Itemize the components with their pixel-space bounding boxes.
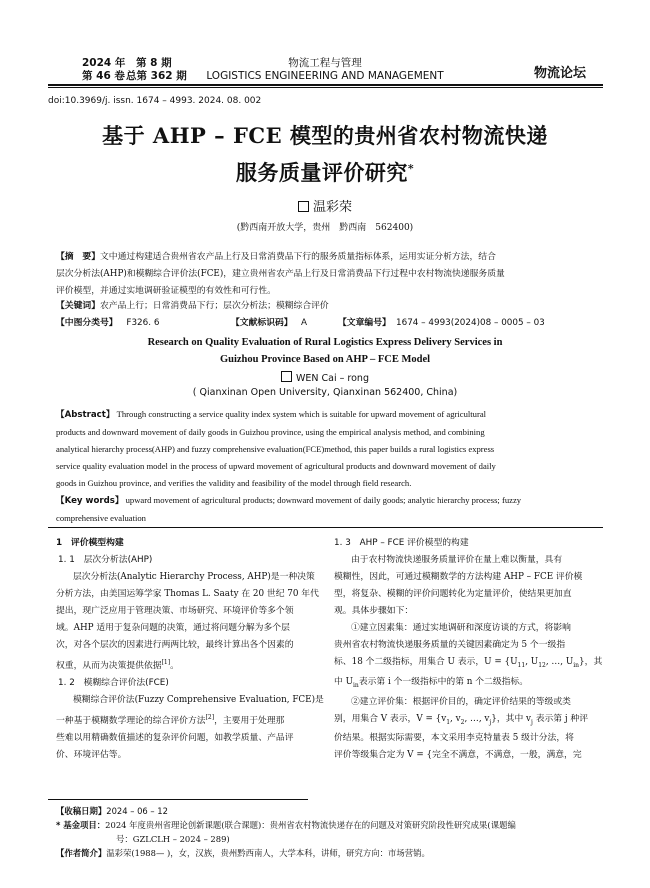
body-line: 层次分析法(Analytic Hierarchy Process, AHP)是一种决策: [73, 572, 315, 582]
author-bio: 温彩荣(1988— )，女，汉族，贵州黔西南人，大学本科，讲师，研究方向：市场营销。: [106, 848, 430, 858]
body-line: 价、环境评估等。: [56, 749, 127, 760]
abstract-cn-line: 层次分析法(AHP)和模糊综合评价法(FCE)，建立贵州省农产品上行及日常消费品下行过程中农村物流快递服务质量: [56, 269, 505, 279]
keywords-cn-label: 【关键词】: [56, 301, 100, 311]
doi: doi:10.3969/j. issn. 1674 – 4993. 2024. 08. 002: [48, 96, 262, 106]
section-1-3-heading: 1. 3 AHP – FCE 评价模型的构建: [334, 538, 469, 548]
abstract-cn-label: 【摘 要】: [56, 252, 100, 262]
header-rule-thin: [48, 87, 603, 88]
abstract-en: [56, 406, 600, 527]
column-name: 物流论坛: [534, 66, 587, 81]
citation-ref-1: [1]: [161, 659, 171, 666]
body-line: 型，将复杂、模糊的评价问题转化为定量评价，使结果更加直: [334, 589, 572, 599]
body-line: 价结果。根据实际需要，本文采用李克特量表 5 级计分法，将: [334, 733, 574, 744]
keywords-en-line: upward movement of agricultural products; downward movement of daily goods; analytic hierarchy process; fuzzy: [125, 495, 522, 505]
author-cn: 温彩荣: [312, 200, 352, 215]
fund-label: * 基金项目：: [56, 820, 106, 830]
abstract-rule: [48, 527, 603, 528]
author-en: WEN Cai – rong: [296, 373, 369, 384]
abstract-cn-line: 评价模型，并通过实地调研验证模型的有效性和可行性。: [56, 286, 276, 296]
body-line: ①建立因素集：通过实地调研和深度访谈的方式，将影响: [351, 623, 571, 633]
body-line: ②建立评价集：根据评价目的，确定评价结果的等级或类: [351, 696, 571, 707]
header-rule: [48, 84, 603, 86]
right-column: [334, 535, 603, 764]
body-line: 由于农村物流快递服务质量评价在量上难以衡量，具有: [351, 555, 563, 565]
article-number-label: 【文章编号】: [338, 318, 391, 328]
body-text: 标、18 个二级指标，用集合 U 表示，U = {U: [334, 657, 518, 667]
body-line: 些难以用精确数值描述的复杂评价问题，如教学质量、产品评: [56, 732, 294, 743]
author-en-line: [0, 371, 650, 384]
title-cn-line2-text: 服务质量评价研究: [235, 160, 408, 185]
abstract-en-line: Through constructing a service quality index system which is suitable for upward movement of agricultural: [116, 409, 487, 419]
header-total: 总第 362 期: [126, 70, 187, 82]
body-text: 一种基于模糊数学理论的综合评价方法: [56, 715, 206, 726]
abstract-cn: [56, 249, 596, 300]
section-1-heading: 1 评价模型构建: [56, 538, 124, 548]
citation-ref-2: [2]: [205, 713, 215, 721]
body-text: }，其中 v: [491, 713, 532, 724]
header-issue: 第 8 期: [136, 57, 172, 69]
classification-line: [56, 315, 616, 332]
clc-label: 【中图分类号】: [56, 318, 118, 328]
abstract-en-label: 【Abstract】: [56, 410, 115, 420]
body-text: 表示第 j 种评: [532, 713, 589, 724]
received-date: 2024 – 06 – 12: [106, 806, 168, 816]
body-line-with-ref: [56, 709, 318, 730]
doc-code-label: 【文献标识码】: [231, 318, 293, 328]
body-line: 次，对各个层次的因素进行两两比较，最终计算出各个因素的: [56, 640, 294, 650]
fund-line2: 号：GZLCLH – 2024 – 289): [116, 834, 230, 844]
body-text: 别，用集合 V 表示，V = {v: [334, 713, 447, 724]
keywords-cn: [56, 298, 329, 315]
keywords-en-line: comprehensive evaluation: [56, 513, 146, 523]
header-volume: 第 46 卷: [82, 70, 125, 82]
body-line-with-set: 标、18 个二级指标，用集合 U 表示，$U = \{U_{11}$, $U_{12}$, …, $U_{in}$}，其: [334, 657, 603, 669]
body-text: ，主要用于处理那: [214, 715, 285, 726]
body-line: 提出，现广泛应用于管理决策、市场研究、环境评价等多个领: [56, 606, 294, 616]
title-en-line2: Guizhou Province Based on AHP – FCE Model: [219, 354, 431, 365]
title-cn-line1: 基于 AHP – FCE 模型的贵州省农村物流快递: [102, 123, 548, 148]
abstract-en-line: service quality evaluation model in the process of upward movement of agricultural products and downward movement of daily: [56, 461, 496, 471]
body-line: 评价等级集合定为 V = {完全不满意，不满意，一般，满意，完: [334, 750, 582, 761]
journal-title-cn: 物流工程与管理: [288, 57, 362, 69]
keywords-en-label: 【Key words】: [56, 496, 124, 506]
journal-title-en: LOGISTICS ENGINEERING AND MANAGEMENT: [206, 70, 444, 82]
body-text: 。: [170, 660, 179, 671]
abstract-en-line: analytical hierarchy process(AHP) and fuzzy comprehensive evaluation(FCE)method, this paper builds a rural logistics express: [56, 444, 495, 454]
body-line-with-set: 中 $U_{in}$表示第 i 个一级指标中的第 n 个二级指标。: [334, 676, 529, 689]
footnote-rule: [48, 799, 308, 800]
body-line: 模糊综合评价法(Fuzzy Comprehensive Evaluation, FCE)是: [73, 694, 324, 705]
author-bio-label: 【作者简介】: [56, 848, 107, 858]
article-number-value: 1674 – 4993(2024)08 – 0005 – 03: [396, 318, 545, 328]
abstract-en-line: goods in Guizhou province, and verifies the validity and feasibility of the model through field research.: [56, 478, 412, 488]
abstract-cn-line: 文中通过构建适合贵州省农产品上行及日常消费品下行的服务质量指标体系，运用实证分析方法，结合: [100, 252, 496, 262]
author-marker-icon: [298, 201, 309, 212]
header-year: 2024 年: [82, 57, 126, 69]
footnotes: [56, 804, 601, 860]
clc-value: F326. 6: [126, 318, 160, 328]
body-line-with-set: 别，用集合 V 表示，$V = \{v_1$, $v_2$, …, $v_j$}，其中 $v_j$ 表示第 j 种评: [334, 713, 589, 726]
section-1-1-heading: 1. 1 层次分析法(AHP): [58, 555, 153, 565]
body-line: 域。AHP 适用于复杂问题的决策，通过将问题分解为多个层: [56, 623, 290, 633]
body-line: 模糊性，因此，可通过模糊数学的方法构建 AHP – FCE 评价模: [334, 572, 583, 582]
author-en-marker-icon: [281, 371, 292, 382]
body-text: 表示第 i 个一级指标中的第 n 个二级指标。: [358, 676, 529, 687]
section-1-2-heading: 1. 2 模糊综合评价法(FCE): [58, 677, 169, 688]
received-label: 【收稿日期】: [56, 806, 107, 816]
title-footnote-mark: *: [407, 162, 415, 175]
title-cn-line2: [0, 157, 650, 187]
doc-code-value: A: [301, 318, 308, 328]
abstract-en-line: products and downward movement of daily goods in Guizhou province, using the empirical analysis method, and combining: [56, 427, 485, 437]
fund-line1: 2024 年度贵州省理论创新课题(联合课题)：贵州省农村物流快递存在的问题及对策研究阶段性研究成果(课题编: [105, 820, 516, 830]
body-text: }，其: [579, 657, 603, 667]
body-line: 分析方法，由美国运筹学家 Thomas L. Saaty 在 20 世纪 70 年代: [56, 589, 319, 599]
keywords-cn-text: 农产品上行；日常消费品下行；层次分析法；模糊综合评价: [100, 301, 329, 311]
title-en-line1: Research on Quality Evaluation of Rural Logistics Express Delivery Services in: [147, 337, 503, 348]
body-text: 权重，从而为决策提供依据: [56, 660, 162, 671]
left-column: [56, 535, 324, 764]
author-cn-line: [0, 196, 650, 215]
body-text: U: [345, 676, 354, 687]
affiliation-cn: (黔西南开放大学，贵州 黔西南 562400): [236, 223, 414, 233]
body-line: 贵州省农村物流快递服务质量的关键因素确定为 5 个一级指: [334, 640, 566, 650]
body-line-with-ref: [56, 654, 318, 675]
body-line: 观。具体步骤如下：: [334, 606, 414, 616]
affiliation-en: ( Qianxinan Open University, Qianxinan 562400, China): [192, 387, 458, 398]
